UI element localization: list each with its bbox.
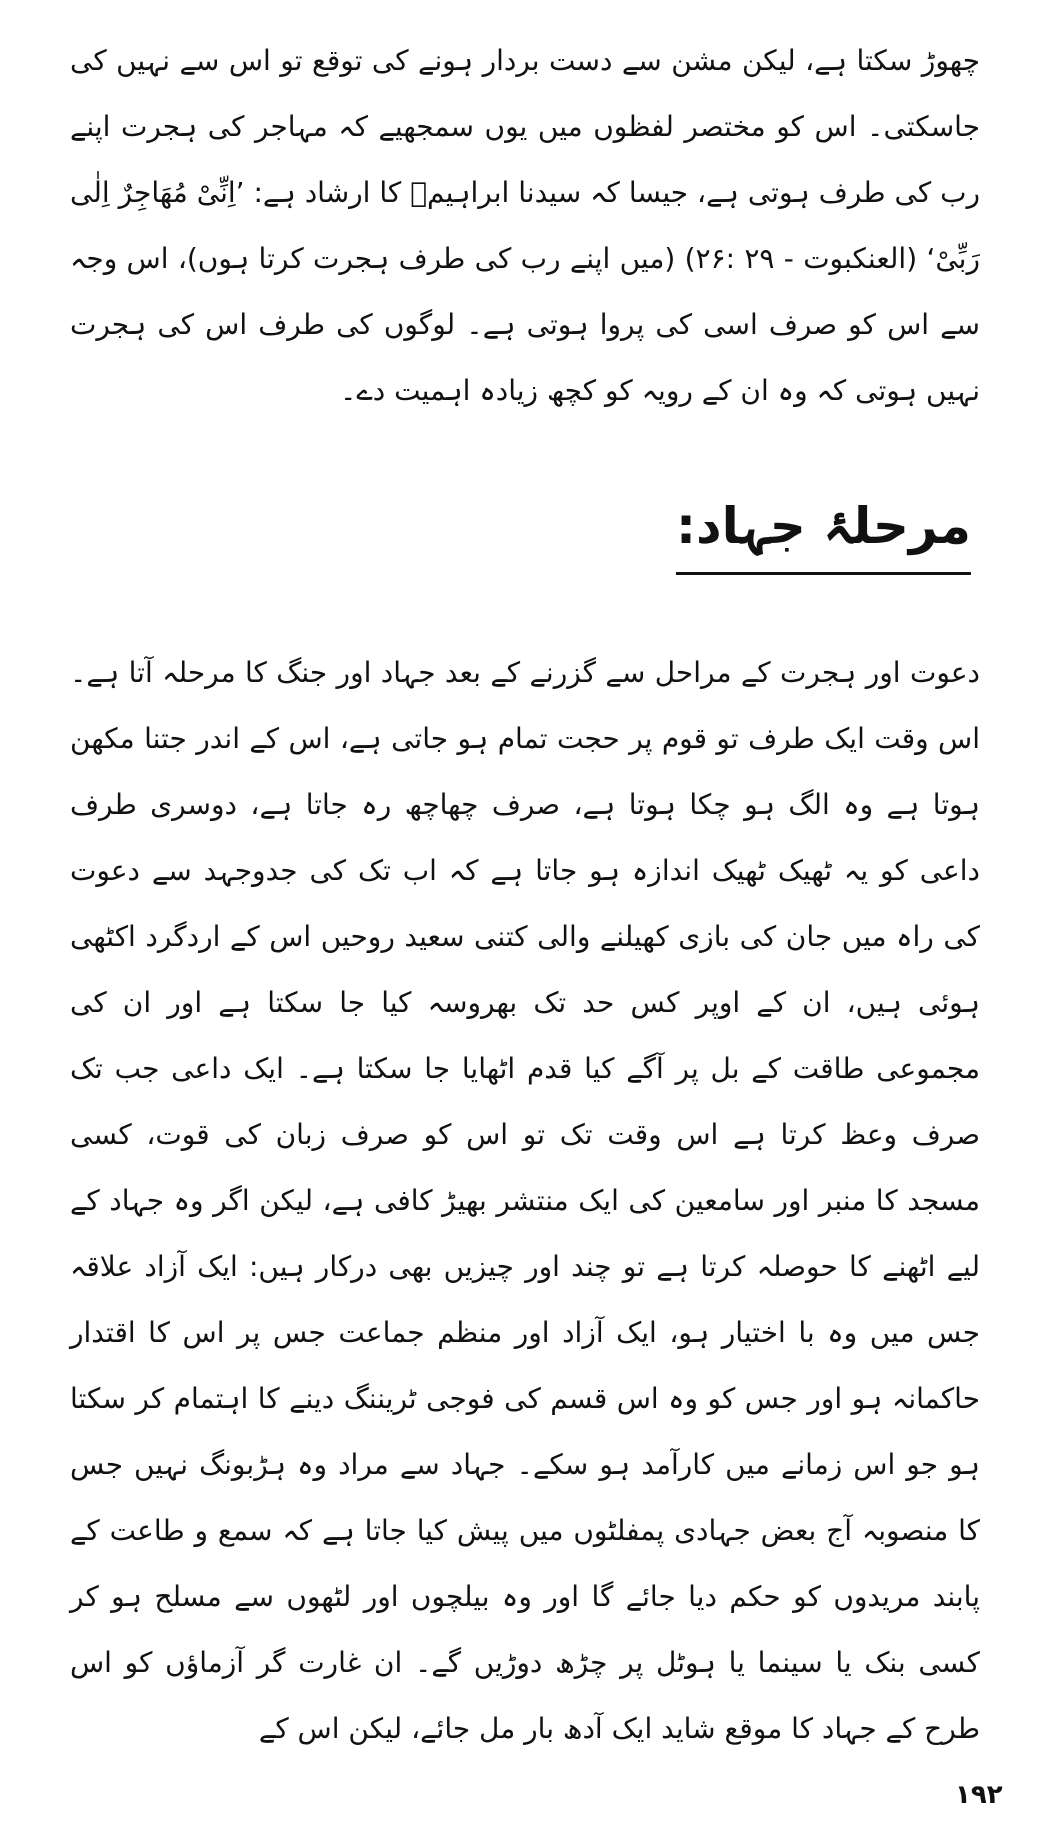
top-paragraph: چھوڑ سکتا ہے، لیکن مشن سے دست بردار ہونے کی توقع تو اس سے نہیں کی جاسکتی۔ اس کو مختصر لفظوں میں یوں سمجھیے کہ مہاجر کی ہجرت اپنے رب کی طرف ہوتی ہے، جیسا کہ سیدنا ابراہیمؑ کا ارشاد ہے: ’اِنِّیْ مُھَاجِرٌ اِلٰی رَبِّیْ‘ (العنکبوت - ۲۹ :۲۶) (میں اپنے رب کی طرف ہجرت کرتا ہوں)، اس وجہ سے اس کو صرف اسی کی پروا ہوتی ہے۔ لوگوں کی طرف اس کی ہجرت نہیں ہوتی کہ وہ ان کے رویہ کو کچھ زیادہ اہمیت دے۔ [70, 44, 980, 407]
section-heading: مرحلۂ جہاد: [676, 486, 971, 575]
main-paragraph: دعوت اور ہجرت کے مراحل سے گزرنے کے بعد جہاد اور جنگ کا مرحلہ آتا ہے۔ اس وقت ایک طرف تو قوم پر حجت تمام ہو جاتی ہے، اس کے اندر جتنا مکھن ہوتا ہے وہ الگ ہو چکا ہوتا ہے، صرف چھاچھ رہ جاتا ہے، دوسری طرف داعی کو یہ ٹھیک ٹھیک اندازہ ہو جاتا ہے کہ اب تک کی جدوجہد سے دعوت کی راہ میں جان کی بازی کھیلنے والی کتنی سعید روحیں اس کے اردگرد اکٹھی ہوئی ہیں، ان کے اوپر کس حد تک بھروسہ کیا جا سکتا ہے اور ان کی مجموعی طاقت کے بل پر آگے کیا قدم اٹھایا جا سکتا ہے۔ ایک داعی جب تک صرف وعظ کرتا ہے اس وقت تک تو اس کو صرف زبان کی قوت، کسی مسجد کا منبر اور سامعین کی ایک منتشر بھیڑ کافی ہے، لیکن اگر وہ جہاد کے لیے اٹھنے کا حوصلہ کرتا ہے تو چند اور چیزیں بھی درکار ہیں: ایک آزاد علاقہ جس میں وہ با اختیار ہو، ایک آزاد اور منظم جماعت جس پر اس کا اقتدار حاکمانہ ہو اور جس کو وہ اس قسم کی فوجی ٹریننگ دینے کا اہتمام کر سکتا ہو جو اس زمانے میں کارآمد ہو سکے۔ جہاد سے مراد وہ ہڑبونگ نہیں جس کا منصوبہ آج بعض جہادی پمفلٹوں میں پیش کیا جاتا ہے کہ سمع و طاعت کے پابند مریدوں کو حکم دیا جائے گا اور وہ بیلچوں اور لٹھوں سے مسلح ہو کر کسی بنک یا سینما یا ہوٹل پر چڑھ دوڑیں گے۔ ان غارت گر آزماؤں کو اس طرح کے جہاد کا موقع شاید ایک آدھ بار مل جائے، لیکن اس کے [70, 656, 980, 1745]
top-paragraph-block [70, 28, 980, 424]
page-number: ۱۹۲ [955, 1780, 1003, 1810]
main-paragraph-block [70, 640, 980, 1762]
